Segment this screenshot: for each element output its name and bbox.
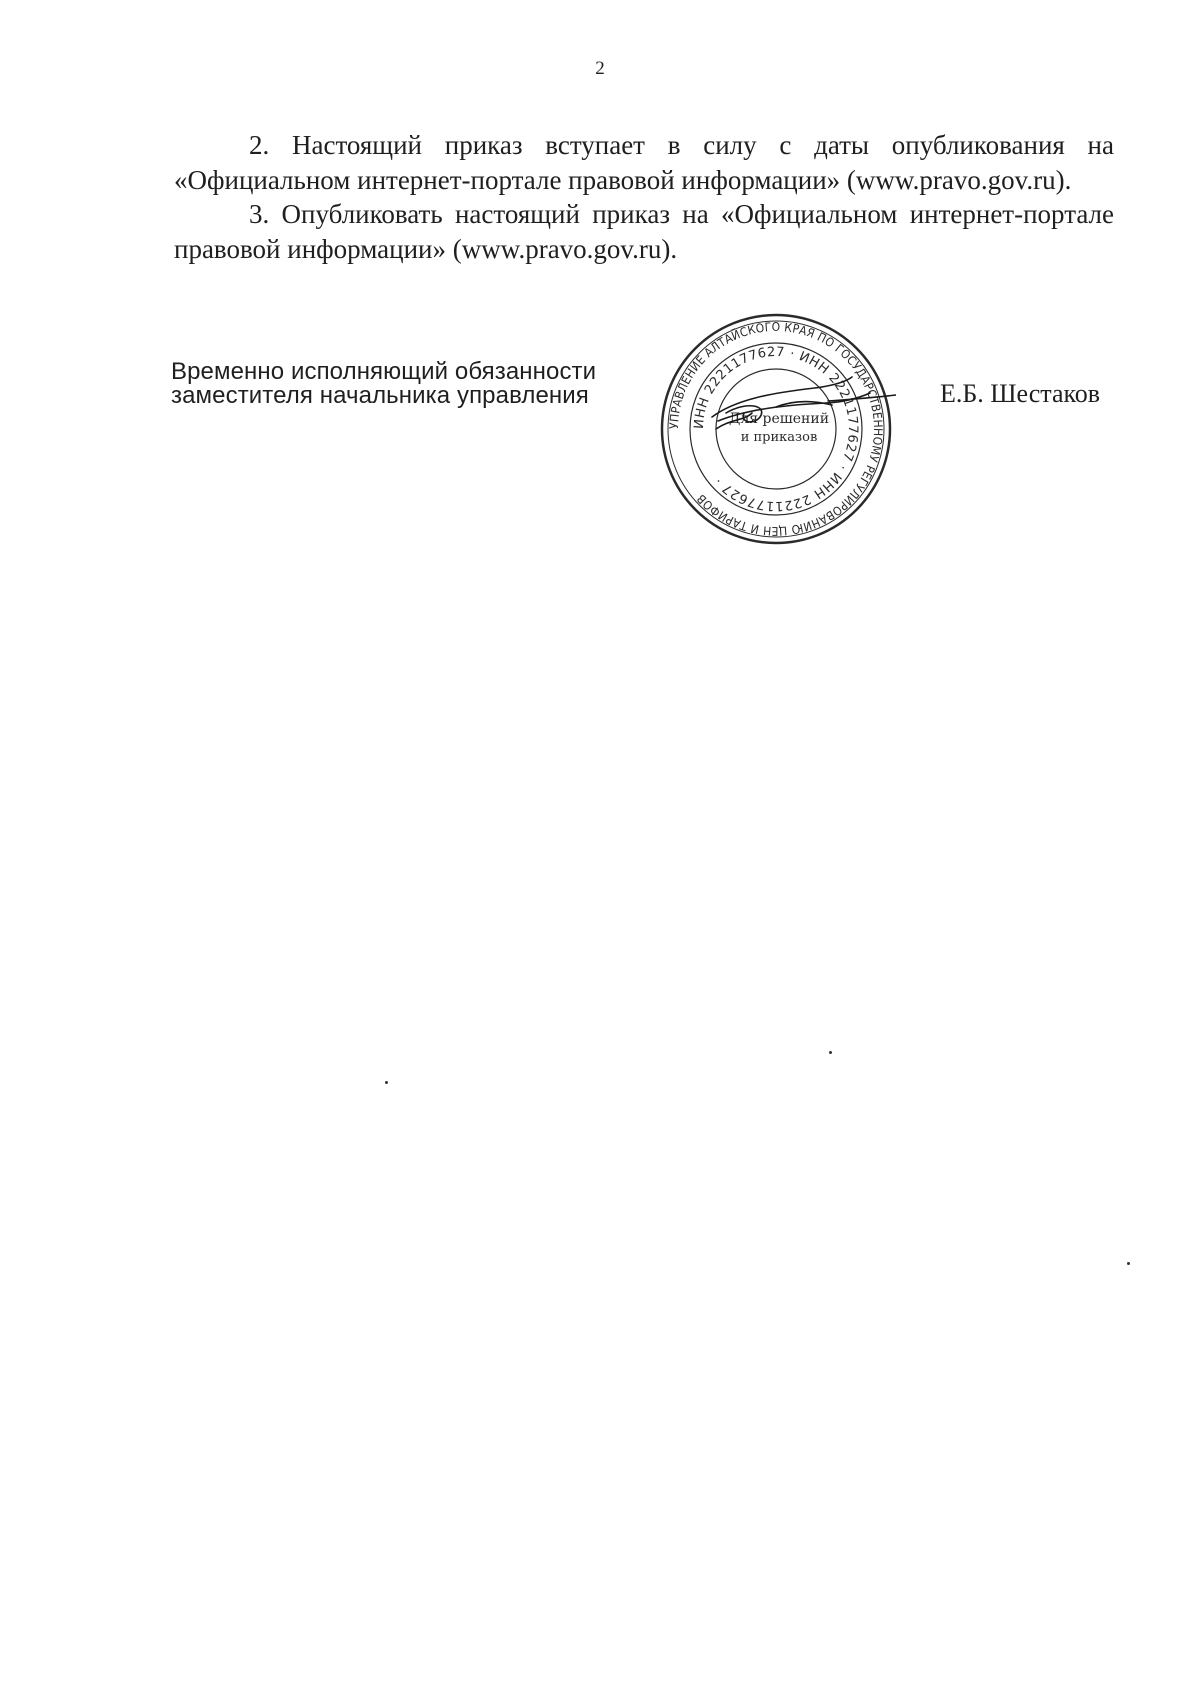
signatory-position-line-1: Временно исполняющий обязанности [171,358,597,385]
seal-center-line-1: Для решений [728,411,830,427]
seal-center-line-2: и приказов [740,430,818,445]
seal-inn-text: ИНН 2221177627 · ИНН 2221177627 · ИНН 2221177627 · [691,344,861,514]
scan-speck [1127,1262,1130,1265]
seal-outer-text: УПРАВЛЕНИЕ АЛТАЙСКОГО КРАЯ ПО ГОСУДАРСТВЕННОМУ РЕГУЛИРОВАНИЮ ЦЕН И ТАРИФОВ [666,319,886,539]
scan-speck [829,1051,832,1054]
page-number: 2 [595,58,605,79]
paragraph-effective-date: 2. Настоящий приказ вступает в силу с даты опубликования на «Официальном интернет-портале правовой информации» (www.pravo.gov.ru). [174,130,1114,195]
official-seal [656,309,896,549]
seal-image [656,309,896,549]
paragraph-publication: 3. Опубликовать настоящий приказ на «Официальном интернет-портале правовой информации» (www.pravo.gov.ru). [174,199,1114,264]
signatory-name: Е.Б. Шестаков [940,379,1101,408]
scan-speck [385,1081,388,1084]
document-body [174,128,1114,266]
signatory-position [171,360,596,408]
signatory-position-line-2: заместителя начальника управления [171,382,589,409]
